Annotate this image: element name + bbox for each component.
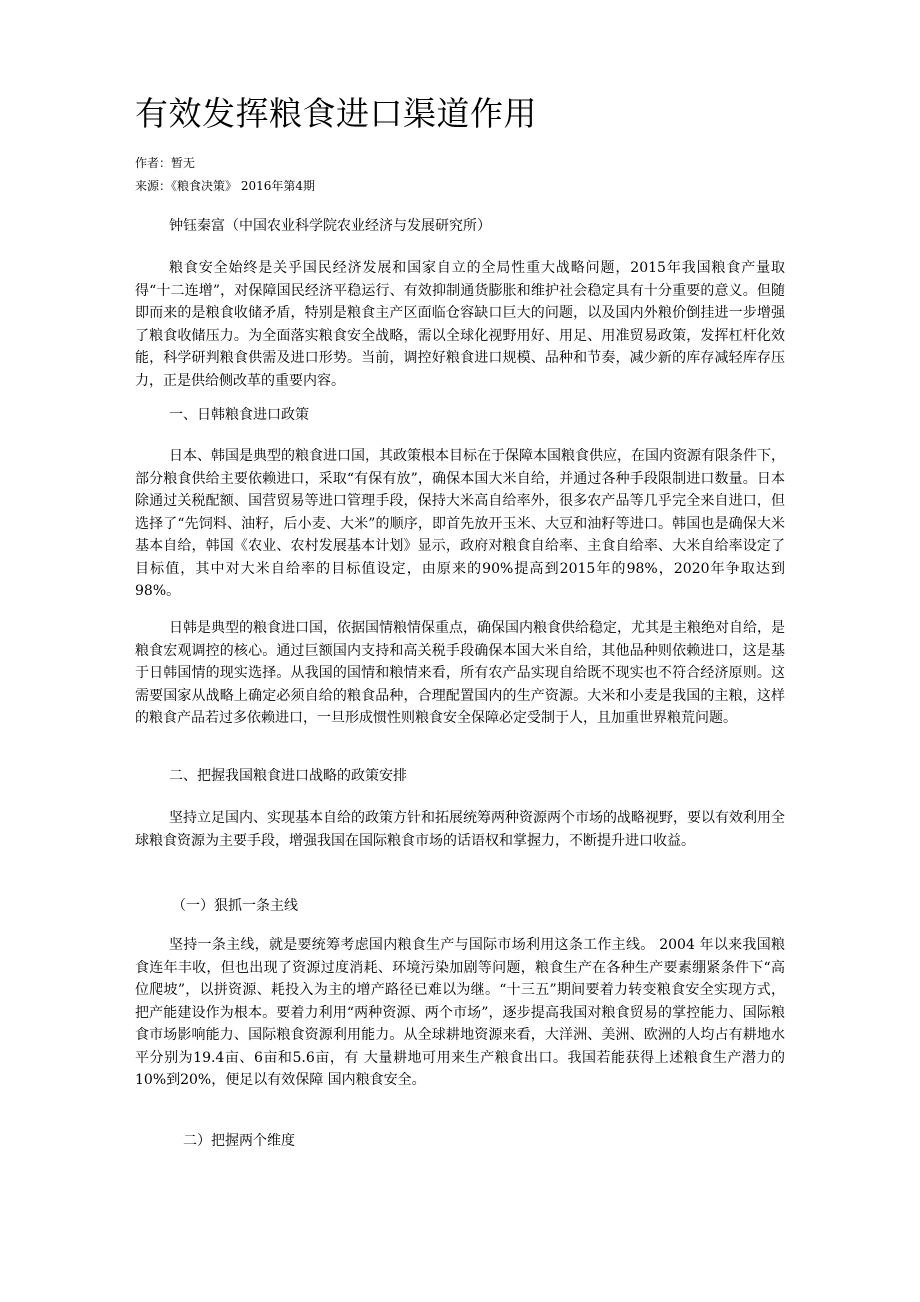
section-heading-1: 一、日韩粮食进口政策 [169,407,309,423]
source-line: 来源：《粮食决策》 2016年第4期 [135,179,315,193]
subsection-heading-1: （一）狠抓一条主线 [172,898,298,914]
paragraph-japan-korea-policy: 日本、韩国是典型的粮食进口国，其政策根本目标在于保障本国粮食供应，在国内资源有限条件下，部分粮食供给主要依赖进口，采取“有保有放”，确保本国大米自给，并通过各种手段限制进口数量。日本除通过关税配额、国营贸易等进口管理手段，保持大米高自给率外，很多农产品等几乎完全来自进口，但选择了“先饲料、油籽，后小麦、大米”的顺序，即首先放开玉米、大豆和油籽等进口。韩国也是确保大米基本自给，韩国《农业、农村发展基本计划》显示，政府对粮食自给率、主食自给率、大米自给率设定了目标值，其中对大米自给率的目标值设定，由原来的90%提高到2015年的98%，2020年争取达到98%。 [135,448,785,599]
paragraph-japan-korea-analysis: 日韩是典型的粮食进口国，依据国情粮情保重点，确保国内粮食供给稳定，尤其是主粮绝对自给，是粮食宏观调控的核心。通过巨额国内支持和高关税手段确保本国大米自给，其他品种则依赖进口，这是基于日韩国情的现实选择。从我国的国情和粮情来看，所有农产品实现自给既不现实也不符合经济原则。这需要国家从战略上确定必须自给的粮食品种，合理配置国内的生产资源。大米和小麦是我国的主粮，这样的粮食产品若过多依赖进口，一旦形成惯性则粮食安全保障必定受制于人，且加重世界粮荒问题。 [135,620,785,726]
paragraph-intro: 粮食安全始终是关乎国民经济发展和国家自立的全局性重大战略问题，2015年我国粮食产量取得“十二连增”，对保障国民经济平稳运行、有效抑制通货膨胀和维护社会稳定具有十分重要的意义。但随即而来的是粮食收储矛盾，特别是粮食主产区面临仓容缺口巨大的问题，以及国内外粮价倒挂进一步增强了粮食收储压力。为全面落实粮食安全战略，需以全球化视野用好、用足、用准贸易政策，发挥杠杆化效能，科学研判粮食供需及进口形势。当前，调控好粮食进口规模、品种和节奏，减少新的库存减轻库存压力，正是供给侧改革的重要内容。 [135,260,785,389]
paragraph-policy-arrangement: 坚持立足国内、实现基本自给的政策方针和拓展统筹两种资源两个市场的战略视野，要以有效利用全球粮食资源为主要手段，增强我国在国际粮食市场的话语权和掌握力，不断提升进口收益。 [135,810,785,849]
paragraph-main-line: 坚持一条主线，就是要统筹考虑国内粮食生产与国际市场利用这条工作主线。 2004 年以来我国粮食连年丰收，但也出现了资源过度消耗、环境污染加剧等问题，粮食生产在各种生产要素绷紧条件下“高位爬坡”，以拼资源、耗投入为主的增产路径已难以为继。“十三五”期间要着力转变粮食安全实现方式，把产能建设作为根本。要着力利用“两种资源、两个市场”，逐步提高我国对粮食贸易的掌控能力、国际粮食市场影响能力、国际粮食资源利用能力。从全球耕地资源来看，大洋洲、美洲、欧洲的人均占有耕地水平分别为19.4亩、6亩和5.6亩，有 大量耕地可用来生产粮食出口。我国若能获得上述粮食生产潜力的10%到20%，便足以有效保障 国内粮食安全。 [135,937,785,1088]
section-heading-2: 二、把握我国粮食进口战略的政策安排 [169,768,407,784]
author-line: 作者：暂无 [135,156,196,170]
subsection-heading-2: 二）把握两个维度 [183,1133,295,1149]
article-title: 有效发挥粮食进口渠道作用 [135,94,537,133]
author-affiliation: 钟钰秦富（中国农业科学院农业经济与发展研究所） [169,218,491,234]
